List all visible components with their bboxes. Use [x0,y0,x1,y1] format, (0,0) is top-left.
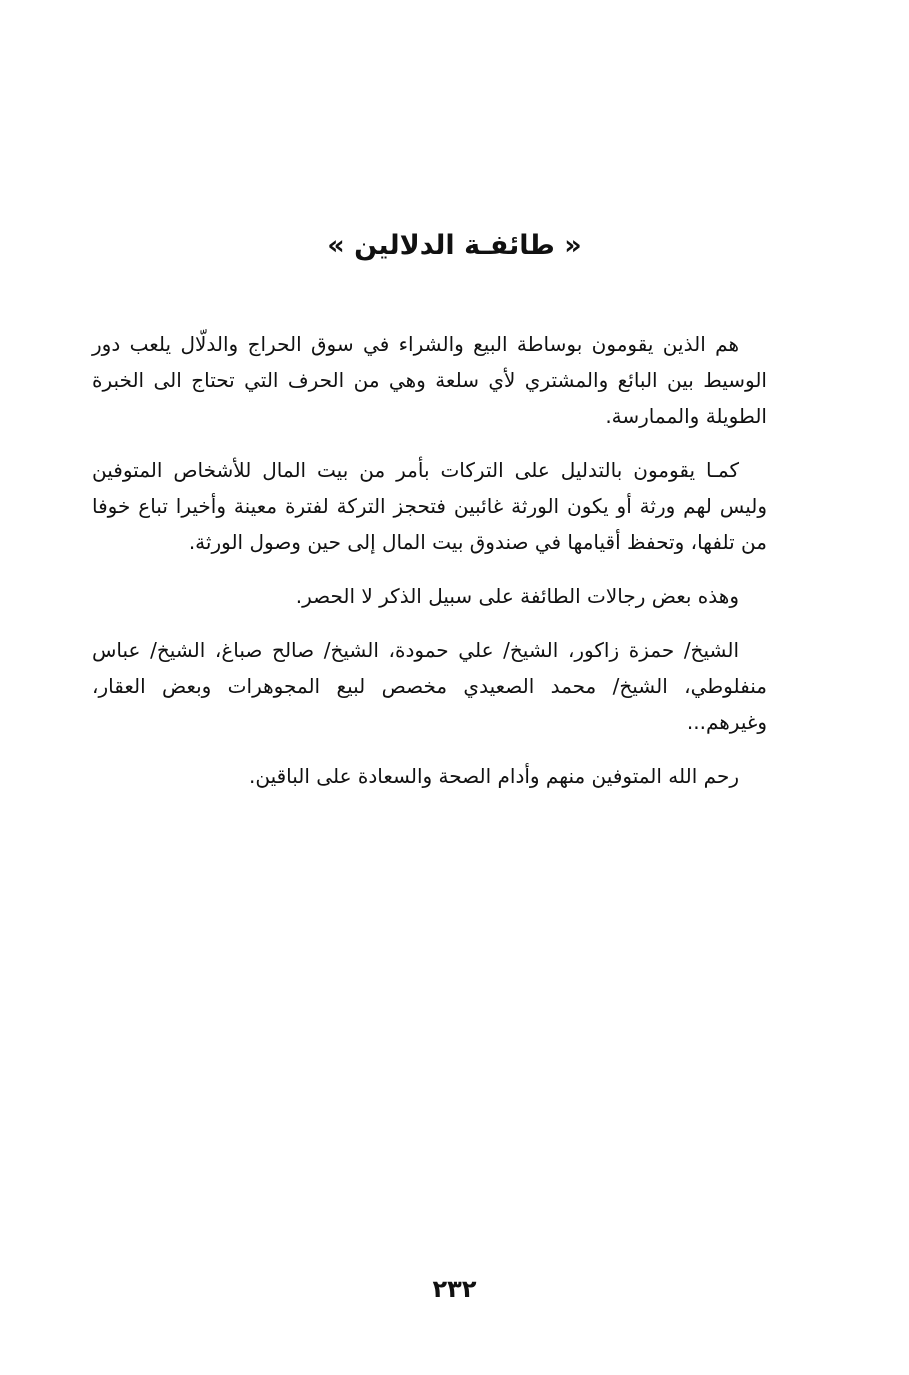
section-title: « طائفـة الدلالين » [327,230,582,261]
paragraph-5: رحم الله المتوفين منهم وأدام الصحة والسعادة على الباقين. [248,764,739,788]
paragraph-3: وهذه بعض رجالات الطائفة على سبيل الذكر لا الحصر. [295,584,739,608]
body-text [92,326,767,812]
paragraph-4: الشيخ/ حمزة زاكور، الشيخ/ علي حمودة، الشيخ/ صالح صباغ، الشيخ/ عباس منفلوطي، الشيخ/ محمد الصعيدي مخصص لبيع المجوهرات وبعض العقار، وغيرهم... [92,638,767,734]
paragraph-1: هم الذين يقومون بوساطة البيع والشراء في سوق الحراج والدلّال يلعب دور الوسيط بين البائع والمشتري لأي سلعة وهي من الحرف التي تحتاج الى الخبرة الطويلة والممارسة. [92,332,767,428]
paragraph-2: كمـا يقومون بالتدليل على التركات بأمر من بيت المال للأشخاص المتوفين وليس لهم ورثة أو يكون الورثة غائبين فتحجز التركة لفترة معينة وأخيرا تباع خوفا من تلفها، وتحفظ أقيامها في صندوق بيت المال إلى حين وصول الورثة. [92,458,767,554]
page-number: ٢٣٢ [432,1275,477,1303]
